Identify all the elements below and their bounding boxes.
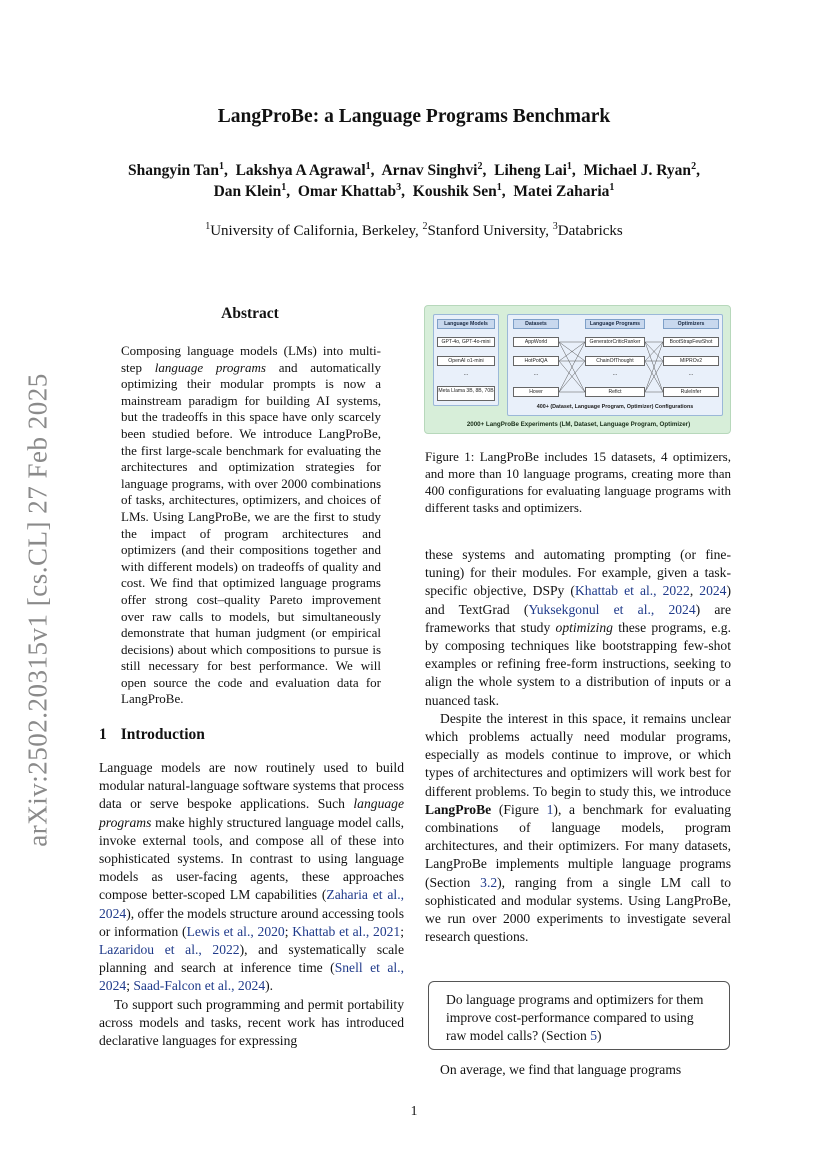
text: ). (265, 978, 274, 994)
text: (Figure (491, 801, 547, 817)
section-reference-link[interactable]: 5 (590, 1028, 597, 1044)
text: ; (284, 923, 293, 939)
dataset-ellipsis: ... (533, 371, 539, 377)
author-line-1: Shangyin Tan$^1$, Lakshya A Agrawal$^1$, Arnav Singhvi$^2$, Liheng Lai$^1$, Michael J. Ryan$^2$, (128, 160, 700, 179)
author: Liheng Lai (494, 162, 567, 179)
callout-text: Do language programs and optimizers for them improve cost-performance compared to using raw model calls? (Section (446, 992, 704, 1044)
text: make highly structured language model calls, invoke external tools, and compose all of these into sophisticated systems. In contrast to using language models as user-facing agents, these approaches compose better-scoped LM capabilities ( (99, 814, 404, 903)
affiliation: University of California, Berkeley, (210, 223, 419, 239)
text: ), and systematically scale planning and search at inference time ( (99, 942, 404, 976)
section-number: 1 (99, 726, 107, 743)
citation-link[interactable]: 2024 (699, 583, 727, 599)
affiliations (0, 223, 828, 240)
author-affiliation-mark: 2 (477, 160, 483, 172)
affiliation-mark: 3 (552, 221, 558, 232)
author-affiliation-mark: 2 (691, 160, 697, 172)
citation-link[interactable]: Zaharia et al., 2024 (99, 887, 404, 921)
paragraph (425, 710, 731, 947)
paragraph (425, 546, 731, 710)
research-question-callout (428, 981, 730, 1050)
affiliation-mark: 1 (205, 221, 211, 232)
optimizer-cell: BootStrapFewShot (663, 337, 719, 347)
model-cell: GPT-4o, GPT-4o-mini (437, 337, 495, 347)
author-affiliation-mark: 3 (396, 181, 402, 193)
citation-link[interactable]: Yuksekgonul et al., 2024 (528, 601, 696, 617)
model-cell: OpenAI o1-mini (437, 356, 495, 366)
affiliation-mark: 2 (422, 221, 428, 232)
intro-left-column (99, 759, 404, 1050)
figure-column-head: Optimizers (663, 319, 719, 329)
author: Koushik Sen (412, 183, 497, 200)
text: ) and TextGrad ( (425, 583, 731, 617)
dataset-cell: HotPotQA (513, 356, 559, 366)
author-affiliation-mark: 1 (566, 160, 572, 172)
text: , (689, 583, 700, 599)
author: Arnav Singhvi (381, 162, 478, 179)
author: Michael J. Ryan (583, 162, 692, 179)
figure-1-caption: Figure 1: LangProBe includes 15 datasets, 4 optimizers, and more than 10 language programs, creating more than 400 configurations for evaluating language programs with different tasks and optimizers. (425, 449, 731, 515)
figure-column-head: Language Models (437, 319, 495, 329)
configurations-label: 400+ (Dataset, Language Program, Optimizer) Configurations (536, 404, 694, 410)
callout-text: ) (597, 1028, 602, 1044)
intro-right-column (425, 546, 731, 946)
optimizer-ellipsis: ... (688, 371, 694, 377)
arxiv-watermark (18, 360, 58, 860)
figure-column-head: Datasets (513, 319, 559, 329)
affiliation: Stanford University, (427, 223, 550, 239)
dataset-cell: Hover (513, 387, 559, 397)
optimizer-cell: MIPROv2 (663, 356, 719, 366)
author-affiliation-mark: 1 (365, 160, 371, 172)
figure-1 (424, 305, 731, 434)
section-title: Introduction (120, 726, 205, 743)
model-ellipsis: ... (463, 371, 469, 377)
text: ), a benchmark for evaluating combinations of language models, program architectures, and their optimizers. For many datasets, LangProBe implements multiple language programs (Section (425, 801, 731, 890)
author-affiliation-mark: 1 (218, 160, 224, 172)
program-cell: ChainOfThought (585, 356, 645, 366)
citation-link[interactable]: Khattab et al., 2021 (292, 923, 401, 939)
dataset-cell: AppWorld (513, 337, 559, 347)
model-cell: Meta Llama 3B, 8B, 70B (437, 386, 495, 401)
abstract-text-part: and automatically optimizing their modular prompts is now a mainstream paradigm for building AI systems, but the tradeoffs in this space have only scarcely been studied before. We introduce LangProBe, the first large-scale benchmark for evaluating the architectures and optimization strategies for language programs, with over 2000 combinations of tasks, architectures, optimizers, and choices of LMs. Using LangProBe, we are the first to study the impact of program architectures and optimizers (and their compositions together and with different models) on tradeoffs of quality and cost. We find that optimized language programs offer strong cost–quality Pareto improvement over raw calls to models, but simultaneously demonstrate that human judgment (or empirical decisions) about which compositions to pursue is still necessary for best performance. We will open source the code and evaluation data for LangProBe. (121, 359, 381, 707)
text: ; (400, 923, 404, 939)
author: Dan Klein (213, 183, 282, 200)
figure-column-head: Language Programs (585, 319, 645, 329)
section-reference-link[interactable]: 3.2 (480, 874, 498, 890)
abstract-text-part: Composing language models (LMs) into multi-step (121, 343, 381, 375)
section-heading-introduction (99, 726, 205, 744)
affiliation: Databricks (557, 223, 623, 239)
paragraph: To support such programming and permit portability across models and tasks, recent work has introduced declarative languages for expressing (99, 996, 404, 1049)
bold-text: LangProBe (425, 801, 492, 817)
program-cell: GeneratorCriticRanker (585, 337, 645, 347)
author-affiliation-mark: 1 (609, 181, 615, 193)
paragraph (99, 759, 404, 996)
experiments-label: 2000+ LangProBe Experiments (LM, Dataset, Language Program, Optimizer) (466, 421, 691, 428)
author: Omar Khattab (297, 183, 397, 200)
paper-title: LangProBe: a Language Programs Benchmark (217, 106, 611, 127)
program-ellipsis: ... (612, 371, 618, 377)
citation-link[interactable]: Khattab et al., 2022 (574, 583, 690, 599)
author-affiliation-mark: 1 (496, 181, 502, 193)
author-line-2: Dan Klein$^1$, Omar Khattab$^3$, Koushik Sen$^1$, Matei Zaharia$^1$ (213, 181, 615, 200)
author: Shangyin Tan (128, 162, 219, 179)
text: ), ranging from a single LM call to sophisticated and modular systems. Using LangProBe, we run over 2000 experiments to investigate several research questions. (425, 874, 731, 945)
intro-right-continued (425, 1061, 731, 1079)
emphasis: optimizing (555, 619, 613, 635)
text: these programs, e.g. by composing techniques like bootstrapping few-shot examples or refining free-form instructions, seeking to align the whole system to a distribution of inputs or a nuanced task. (425, 619, 731, 708)
text: Despite the interest in this space, it remains unclear which problems actually need modular programs, especially as models continue to improve, or which types of architectures and optimizers will work best for different problems. To begin to study this, we introduce (425, 710, 731, 799)
paragraph: On average, we find that language programs (440, 1062, 682, 1077)
text: ; (126, 978, 134, 994)
page-number: 1 (410, 1103, 418, 1118)
text: Language models are now routinely used to build modular natural-language software systems that process data or serve bespoke applications. Such (99, 760, 404, 812)
emphasis: language programs (99, 796, 404, 830)
citation-link[interactable]: Saad-Falcon et al., 2024 (133, 978, 266, 994)
abstract-heading: Abstract (221, 305, 279, 322)
author-list (90, 160, 738, 202)
author: Lakshya A Agrawal (235, 162, 366, 179)
program-cell: Refict (585, 387, 645, 397)
arxiv-id: arXiv:2502.20315v1 [cs.CL] 27 Feb 2025 (22, 373, 53, 847)
citation-link[interactable]: Lewis et al., 2020 (186, 923, 285, 939)
author: Matei Zaharia (513, 183, 610, 200)
author-affiliation-mark: 1 (281, 181, 287, 193)
text: these systems and automating prompting (or fine-tuning) for their modules. For example, given a task-specific objective, DSPy ( (425, 547, 731, 599)
text: ) are frameworks that study (425, 601, 731, 635)
optimizer-cell: RuleInfer (663, 387, 719, 397)
text: ), offer the models structure around accessing tools or information ( (99, 905, 404, 939)
citation-link[interactable]: Snell et al., 2024 (99, 960, 404, 994)
figure-reference-link[interactable]: 1 (546, 801, 554, 817)
citation-link[interactable]: Lazaridou et al., 2022 (99, 942, 240, 958)
abstract-emphasis: language programs (154, 359, 266, 375)
abstract-text (121, 343, 381, 708)
